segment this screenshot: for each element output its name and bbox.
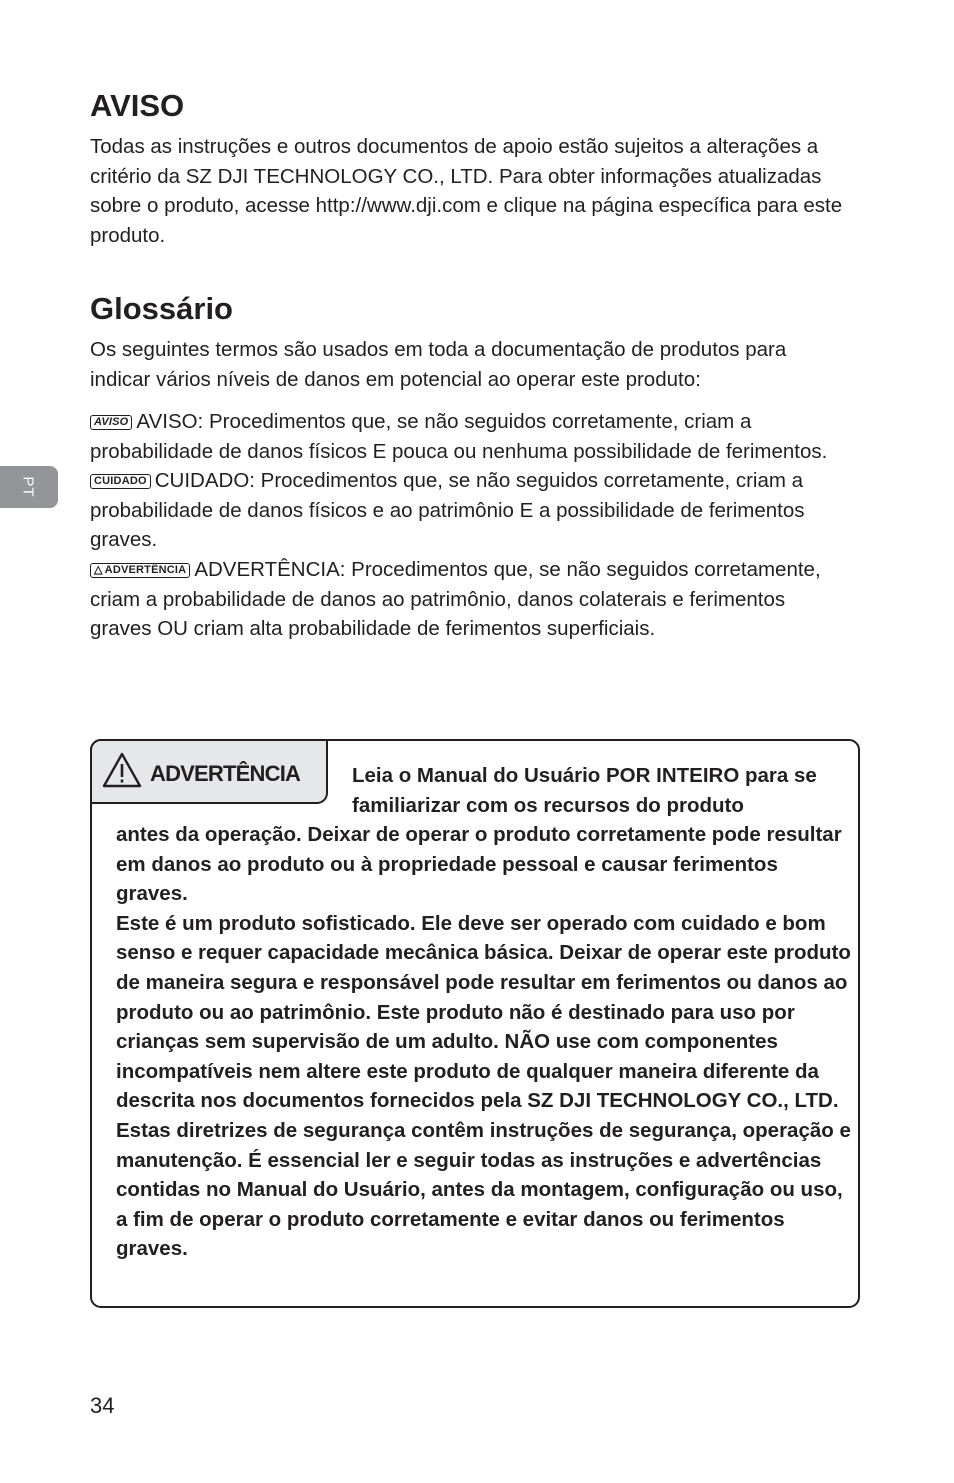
aviso-body: Todas as instruções e outros documentos de apoio estão sujeitos a alterações a critério da SZ DJI TECHNOLOGY CO., LTD. Para obter informações atualizadas sobre o produto, acesse http://www.dji.com e clique na página específica para este produto. (90, 135, 843, 247)
language-tab-label: PT (19, 476, 37, 498)
warning-body (116, 820, 851, 1264)
glossary-term-text: AVISO: Procedimentos que, se não seguidos corretamente, criam a probabilidade de danos físicos E pouca ou nenhuma possibilidade de ferimentos. (90, 410, 828, 463)
language-tab (0, 466, 58, 508)
advertencia-tag-text: ADVERTÊNCIA (104, 563, 187, 576)
cuidado-tag-icon: CUIDADO (90, 474, 151, 489)
warning-label (90, 739, 328, 804)
glossary-intro: Os seguintes termos são usados em toda a documentação de produtos para indicar vários níveis de danos em potencial ao operar este produto: (90, 338, 787, 391)
glossary-term-text: ADVERTÊNCIA: Procedimentos que, se não seguidos corretamente, criam a probabilidade de danos ao patrimônio, danos colaterais e ferimentos graves OU criam alta probabilidade de ferimentos superficiais. (90, 557, 821, 641)
warning-body-paragraph: Este é um produto sofisticado. Ele deve ser operado com cuidado e bom senso e requer capacidade mecânica básica. Deixar de operar este produto de maneira segura e responsável pode resultar em ferimentos ou danos ao produto ou ao patrimônio. Este produto não é destinado para uso por crianças sem supervisão de um adulto. NÃO use com componentes incompatíveis nem altere este produto de qualquer maneira diferente da descrita nos documentos fornecidos pela SZ DJI TECHNOLOGY CO., LTD. Estas diretrizes de segurança contêm instruções de segurança, operação e manutenção. É essencial ler e seguir todas as instruções e advertências contidas no Manual do Usuário, antes da montagem, configuração ou uso, a fim de operar o produto corretamente e evitar danos ou ferimentos graves. (116, 911, 851, 1261)
warning-body-paragraph: antes da operação. Deixar de operar o produto corretamente pode resultar em danos ao produto ou à propriedade pessoal e causar ferimentos graves. (116, 823, 842, 906)
glossary-term-cuidado (90, 466, 850, 555)
warning-triangle-icon (102, 752, 142, 788)
glossary-term-advertencia (90, 555, 850, 644)
warning-label-text: ADVERTÊNCIA (150, 761, 301, 786)
aviso-title: AVISO (90, 88, 185, 123)
glossary-title: Glossário (90, 291, 233, 326)
warning-triangle-icon: △ (94, 563, 103, 576)
glossary-term-text: CUIDADO: Procedimentos que, se não seguidos corretamente, criam a probabilidade de danos físicos e ao patrimônio E a possibilidade de ferimentos graves. (90, 469, 805, 552)
glossary-terms (90, 407, 850, 644)
warning-first-lines: Leia o Manual do Usuário POR INTEIRO para se familiarizar com os recursos do produto (352, 764, 817, 817)
advertencia-tag-icon (90, 563, 190, 578)
glossary-term-aviso (90, 407, 850, 466)
aviso-tag-icon: AVISO (90, 415, 132, 430)
page-number: 34 (90, 1393, 115, 1418)
